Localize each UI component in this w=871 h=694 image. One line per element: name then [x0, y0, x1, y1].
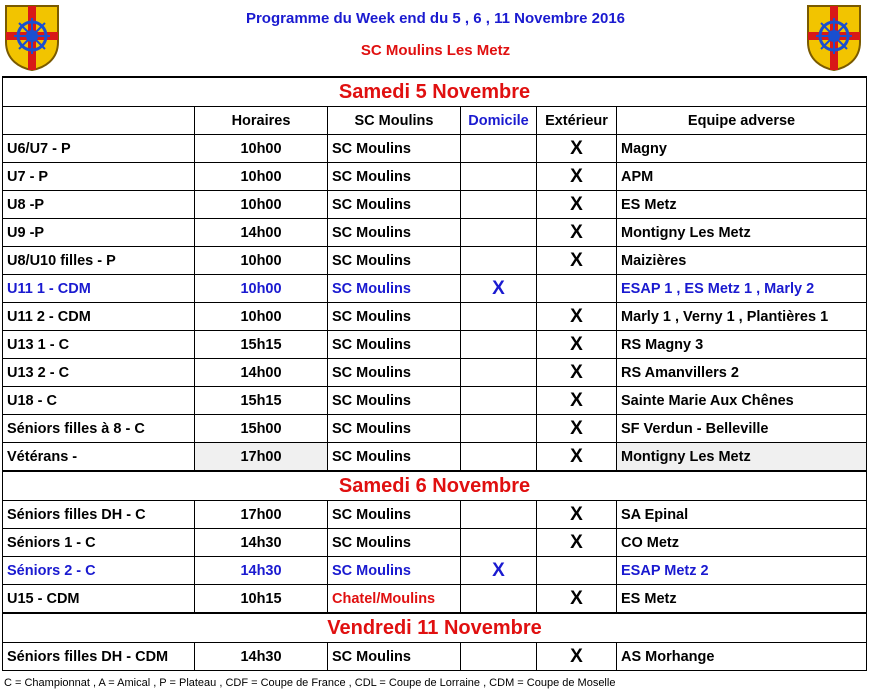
- away-cell: X: [537, 585, 617, 614]
- table-row: [3, 501, 867, 529]
- home-cell: [461, 247, 537, 275]
- club-cell: SC Moulins: [328, 135, 461, 163]
- home-cell: [461, 219, 537, 247]
- home-cell: [461, 191, 537, 219]
- home-cell: [461, 585, 537, 614]
- column-header: [3, 107, 195, 135]
- opponent-cell: RS Magny 3: [617, 331, 867, 359]
- club-cell: SC Moulins: [328, 331, 461, 359]
- home-cell: [461, 135, 537, 163]
- time-cell: 15h15: [195, 331, 328, 359]
- opponent-cell: SF Verdun - Belleville: [617, 415, 867, 443]
- team-cell: Séniors filles DH - CDM: [3, 643, 195, 671]
- time-cell: 14h30: [195, 529, 328, 557]
- club-cell: SC Moulins: [328, 219, 461, 247]
- day-header-row: [3, 77, 867, 107]
- opponent-cell: Montigny Les Metz: [617, 219, 867, 247]
- time-cell: 17h00: [195, 443, 328, 472]
- club-subtitle: SC Moulins Les Metz: [360, 42, 511, 59]
- team-cell: Séniors filles à 8 - C: [3, 415, 195, 443]
- time-cell: 15h00: [195, 415, 328, 443]
- team-cell: U8/U10 filles - P: [3, 247, 195, 275]
- home-cell: [461, 443, 537, 472]
- club-cell: SC Moulins: [328, 557, 461, 585]
- day-header-row: [3, 471, 867, 501]
- home-cell: X: [461, 275, 537, 303]
- team-cell: U8 -P: [3, 191, 195, 219]
- time-cell: 10h15: [195, 585, 328, 614]
- away-cell: X: [537, 529, 617, 557]
- time-cell: 15h15: [195, 387, 328, 415]
- team-cell: U11 1 - CDM: [3, 275, 195, 303]
- home-cell: X: [461, 557, 537, 585]
- club-cell: SC Moulins: [328, 643, 461, 671]
- day-label: Vendredi 11 Novembre: [3, 613, 867, 643]
- club-cell: Chatel/Moulins: [328, 585, 461, 614]
- club-cell: SC Moulins: [328, 387, 461, 415]
- away-cell: X: [537, 191, 617, 219]
- opponent-cell: Marly 1 , Verny 1 , Plantières 1: [617, 303, 867, 331]
- away-cell: X: [537, 643, 617, 671]
- table-row: [3, 557, 867, 585]
- club-cell: SC Moulins: [328, 359, 461, 387]
- team-cell: U18 - C: [3, 387, 195, 415]
- away-cell: X: [537, 387, 617, 415]
- column-header: SC Moulins: [328, 107, 461, 135]
- time-cell: 10h00: [195, 303, 328, 331]
- team-cell: Vétérans -: [3, 443, 195, 472]
- away-cell: X: [537, 443, 617, 472]
- team-cell: Séniors 1 - C: [3, 529, 195, 557]
- home-cell: [461, 163, 537, 191]
- away-cell: X: [537, 415, 617, 443]
- table-row: [3, 303, 867, 331]
- home-cell: [461, 359, 537, 387]
- team-cell: Séniors filles DH - C: [3, 501, 195, 529]
- team-cell: U7 - P: [3, 163, 195, 191]
- day-label: Samedi 6 Novembre: [3, 471, 867, 501]
- time-cell: 14h30: [195, 557, 328, 585]
- team-cell: U15 - CDM: [3, 585, 195, 614]
- club-cell: SC Moulins: [328, 415, 461, 443]
- away-cell: X: [537, 501, 617, 529]
- away-cell: [537, 557, 617, 585]
- table-row: [3, 135, 867, 163]
- home-cell: [461, 415, 537, 443]
- club-cell: SC Moulins: [328, 303, 461, 331]
- opponent-cell: ES Metz: [617, 191, 867, 219]
- table-row: [3, 387, 867, 415]
- day-label: Samedi 5 Novembre: [3, 77, 867, 107]
- time-cell: 14h30: [195, 643, 328, 671]
- table-row: [3, 247, 867, 275]
- team-cell: U11 2 - CDM: [3, 303, 195, 331]
- opponent-cell: ES Metz: [617, 585, 867, 614]
- club-cell: SC Moulins: [328, 163, 461, 191]
- away-cell: [537, 275, 617, 303]
- opponent-cell: APM: [617, 163, 867, 191]
- table-row: [3, 415, 867, 443]
- opponent-cell: Maizières: [617, 247, 867, 275]
- table-row: [3, 643, 867, 671]
- column-header: Domicile: [461, 107, 537, 135]
- team-cell: U13 2 - C: [3, 359, 195, 387]
- club-cell: SC Moulins: [328, 529, 461, 557]
- column-header: Extérieur: [537, 107, 617, 135]
- opponent-cell: SA Epinal: [617, 501, 867, 529]
- away-cell: X: [537, 247, 617, 275]
- opponent-cell: Montigny Les Metz: [617, 443, 867, 472]
- time-cell: 14h00: [195, 219, 328, 247]
- home-cell: [461, 501, 537, 529]
- time-cell: 10h00: [195, 275, 328, 303]
- team-cell: Séniors 2 - C: [3, 557, 195, 585]
- table-row: [3, 191, 867, 219]
- table-row: [3, 585, 867, 614]
- away-cell: X: [537, 219, 617, 247]
- club-cell: SC Moulins: [328, 247, 461, 275]
- home-cell: [461, 303, 537, 331]
- column-header: Equipe adverse: [617, 107, 867, 135]
- team-cell: U13 1 - C: [3, 331, 195, 359]
- opponent-cell: ESAP Metz 2: [617, 557, 867, 585]
- away-cell: X: [537, 359, 617, 387]
- legend-footer: C = Championnat , A = Amical , P = Plateau , CDF = Coupe de France , CDL = Coupe de Lorraine , CDM = Coupe de Moselle: [4, 677, 616, 689]
- page-title: Programme du Week end du 5 , 6 , 11 Novembre 2016: [245, 10, 626, 27]
- table-row: [3, 163, 867, 191]
- table-row: [3, 331, 867, 359]
- day-header-row: [3, 613, 867, 643]
- schedule-table: [2, 76, 867, 671]
- home-cell: [461, 643, 537, 671]
- time-cell: 10h00: [195, 247, 328, 275]
- team-cell: U9 -P: [3, 219, 195, 247]
- opponent-cell: AS Morhange: [617, 643, 867, 671]
- club-cell: SC Moulins: [328, 443, 461, 472]
- away-cell: X: [537, 163, 617, 191]
- column-header: Horaires: [195, 107, 328, 135]
- club-cell: SC Moulins: [328, 191, 461, 219]
- home-cell: [461, 331, 537, 359]
- away-cell: X: [537, 303, 617, 331]
- table-row: [3, 275, 867, 303]
- home-cell: [461, 387, 537, 415]
- opponent-cell: Magny: [617, 135, 867, 163]
- time-cell: 10h00: [195, 163, 328, 191]
- opponent-cell: CO Metz: [617, 529, 867, 557]
- club-cell: SC Moulins: [328, 501, 461, 529]
- column-header-row: [3, 107, 867, 135]
- time-cell: 10h00: [195, 135, 328, 163]
- away-cell: X: [537, 331, 617, 359]
- opponent-cell: Sainte Marie Aux Chênes: [617, 387, 867, 415]
- club-cell: SC Moulins: [328, 275, 461, 303]
- opponent-cell: RS Amanvillers 2: [617, 359, 867, 387]
- away-cell: X: [537, 135, 617, 163]
- table-row: [3, 529, 867, 557]
- team-cell: U6/U7 - P: [3, 135, 195, 163]
- time-cell: 17h00: [195, 501, 328, 529]
- time-cell: 14h00: [195, 359, 328, 387]
- table-row: [3, 219, 867, 247]
- table-row: [3, 443, 867, 472]
- home-cell: [461, 529, 537, 557]
- time-cell: 10h00: [195, 191, 328, 219]
- opponent-cell: ESAP 1 , ES Metz 1 , Marly 2: [617, 275, 867, 303]
- table-row: [3, 359, 867, 387]
